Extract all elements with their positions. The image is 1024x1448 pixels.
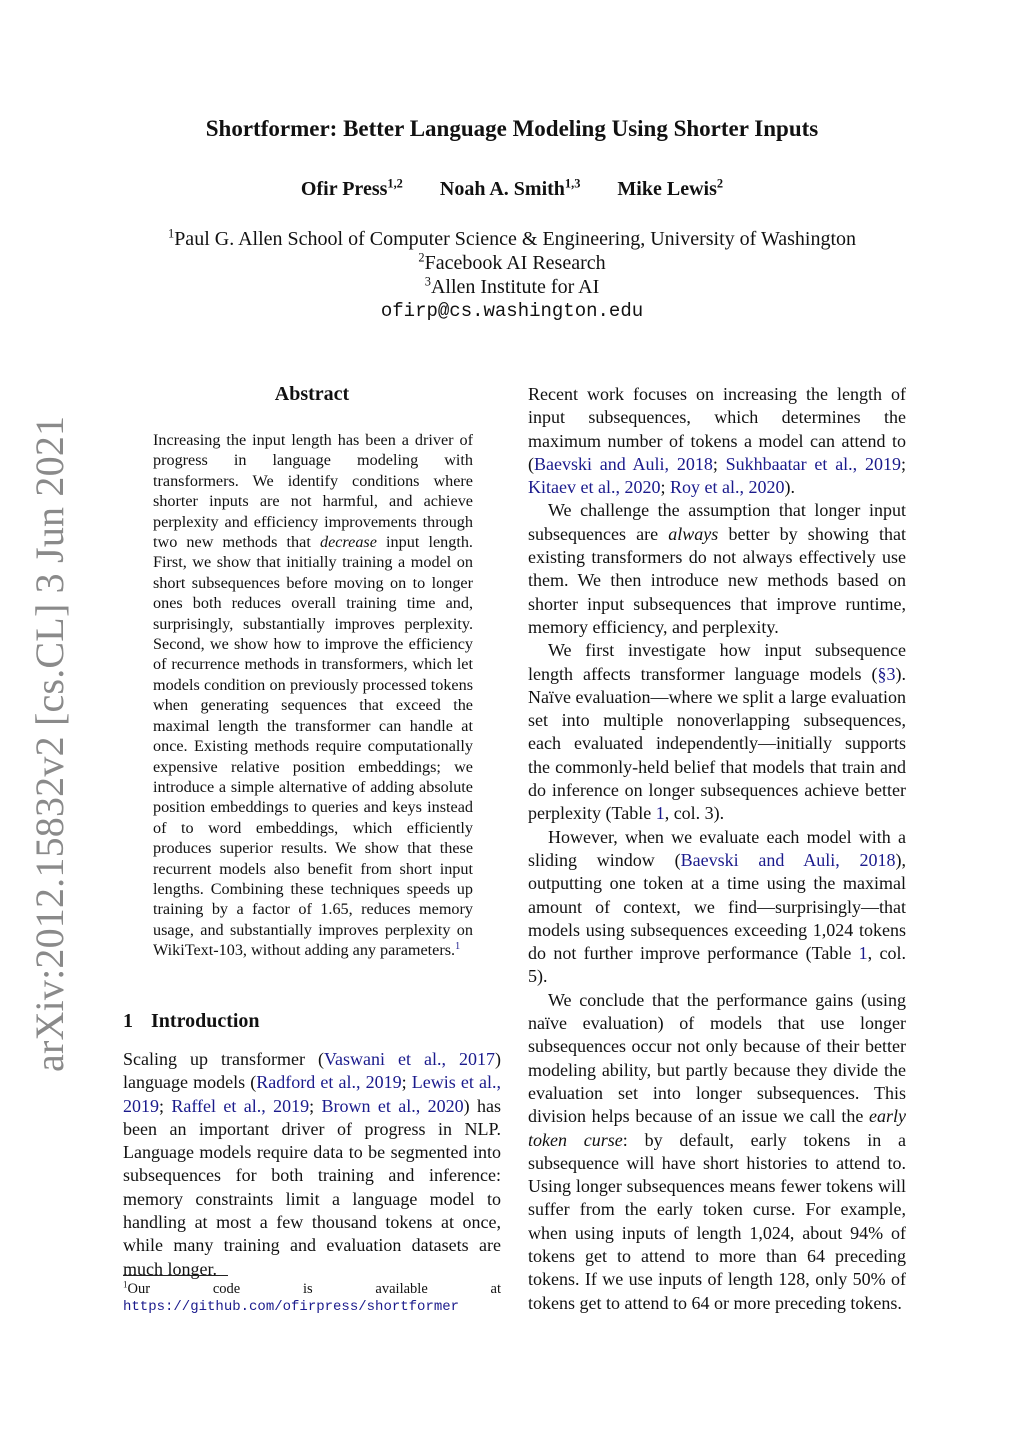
paragraph: We challenge the assumption that longer input subsequences are always better by showing that existing transformers do not always effectively use them. We then introduce new methods based on shorter input subsequences that improve runtime, memory efficiency, and perplexity.: [528, 500, 906, 637]
citation-link[interactable]: Baevski and Auli, 2018: [680, 849, 896, 870]
paper-title: Shortformer: Better Language Modeling Using Shorter Inputs: [205, 116, 819, 141]
section-ref-link[interactable]: §3: [877, 663, 896, 684]
affiliation-uw: $^1$Paul G. Allen School of Computer Science & Engineering, University of Washington: [167, 226, 856, 250]
footnote-ref[interactable]: 1: [455, 940, 461, 952]
paragraph: However, when we evaluate each model with a sliding window (Baevski and Auli, 2018), outputting one token at a time using the maximal amount of context, we find—surprisingly—that models using subsequences exceeding 1,024 tokens do not further improve performance (Table 1, col. 5).: [528, 826, 906, 987]
table-ref-link[interactable]: 1: [655, 803, 665, 824]
footnote-divider: [123, 1275, 228, 1276]
contact-email[interactable]: ofirp@cs.washington.edu: [380, 300, 644, 322]
citation-link[interactable]: Lewis et al., 2019: [123, 1072, 501, 1116]
citation-link[interactable]: Radford et al., 2019: [256, 1072, 402, 1093]
paragraph: Recent work focuses on increasing the length of input subsequences, which determines the maximum number of tokens a model can attend to (Baevski and Auli, 2018; Sukhbaatar et al., 2019; Kitaev et al., 2020; Roy et al., 2020).: [528, 384, 906, 498]
citation-link[interactable]: Brown et al., 2020: [321, 1095, 464, 1116]
table-ref-link[interactable]: 1: [858, 943, 868, 964]
intro-right-column: [528, 383, 906, 1315]
code-url-link[interactable]: https://github.com/ofirpress/shortformer: [123, 1299, 460, 1315]
author-press: Ofir Press$^{1,2}$: [300, 176, 403, 200]
citation-link[interactable]: Kitaev et al., 2020: [528, 477, 661, 498]
abstract-heading: Abstract: [274, 383, 350, 405]
affiliation-ai2: $^3$Allen Institute for AI: [424, 274, 600, 298]
citation-link[interactable]: Raffel et al., 2019: [171, 1095, 310, 1116]
citation-link[interactable]: Vaswani et al., 2017: [324, 1049, 496, 1069]
intro-paragraph: Scaling up transformer (Vaswani et al., 2017) language models (Radford et al., 2019; Lewis et al., 2019; Raffel et al., 2019; Brown et al., 2020) has been an important driver of progress in NLP. Language models require data to be segmented into subsequences for both training and inference: memory constraints limit a language model to handling at most a few thousand tokens at once, while many training and evaluation datasets are much longer.: [123, 1049, 502, 1279]
arxiv-identifier: arXiv:2012.15832v2 [cs.CL] 3 Jun 2021: [27, 415, 72, 1072]
author-list: [0, 178, 1024, 201]
citation-link[interactable]: Baevski and Auli, 2018: [534, 453, 713, 474]
citation-link[interactable]: Roy et al., 2020: [669, 477, 785, 498]
paragraph: We first investigate how input subsequence length affects transformer language models (§3). Naïve evaluation—where we split a large evaluation set into multiple nonoverlapping subsequences, each evaluated independently—initially supports the commonly-held belief that models that train and do inference on longer subsequences achieve better perplexity (Table 1, col. 3).: [528, 640, 906, 824]
section-heading-introduction: 1 Introduction: [123, 1010, 260, 1032]
footnote: $^1$Our code is available at https://github.com/ofirpress/shortformer: [123, 1279, 501, 1315]
affiliation-fair: $^2$Facebook AI Research: [418, 250, 606, 274]
author-lewis: Mike Lewis$^2$: [617, 176, 724, 200]
affiliation-list: [0, 227, 1024, 323]
citation-link[interactable]: Sukhbaatar et al., 2019: [725, 453, 901, 474]
paragraph: We conclude that the performance gains (using naïve evaluation) of models that use longer subsequences occur not only because of their better modeling ability, but partly because they divide the evaluation set into longer subsequences. This division helps because of an issue we call the early token curse: by default, early tokens in a subsequence will have short histories to attend to. Using longer subsequences means fewer tokens will suffer from the early token curse. For example, when using inputs of length 1,024, about 94% of tokens get to attend to more than 64 preceding tokens. If we use inputs of length 128, only 50% of tokens get to attend to 64 or more preceding tokens.: [528, 989, 907, 1313]
abstract-text: Increasing the input length has been a driver of progress in language modeling with transformers. We identify conditions where shorter inputs are not harmful, and achieve perplexity and efficiency improvements through two new methods that decrease input length. First, we show that initially training a model on short subsequences before moving on to longer ones both reduces overall training time and, surprisingly, substantially improves perplexity. Second, we show how to improve the efficiency of recurrence methods in transformers, which let models condition on previously processed tokens when generating sequences that exceed the maximal length the transformer can handle at once. Existing methods require computationally expensive relative position embeddings; we introduce a simple alternative of adding absolute position embeddings to queries and keys instead of to word embeddings, which efficiently produces superior results. We show that these recurrent models also benefit from short input lengths. Combining these techniques speeds up training by a factor of 1.65, reduces memory usage, and substantially improves perplexity on WikiText-103, without adding any parameters.$^1$: [153, 431, 473, 960]
author-smith: Noah A. Smith$^{1,3}$: [439, 176, 581, 200]
